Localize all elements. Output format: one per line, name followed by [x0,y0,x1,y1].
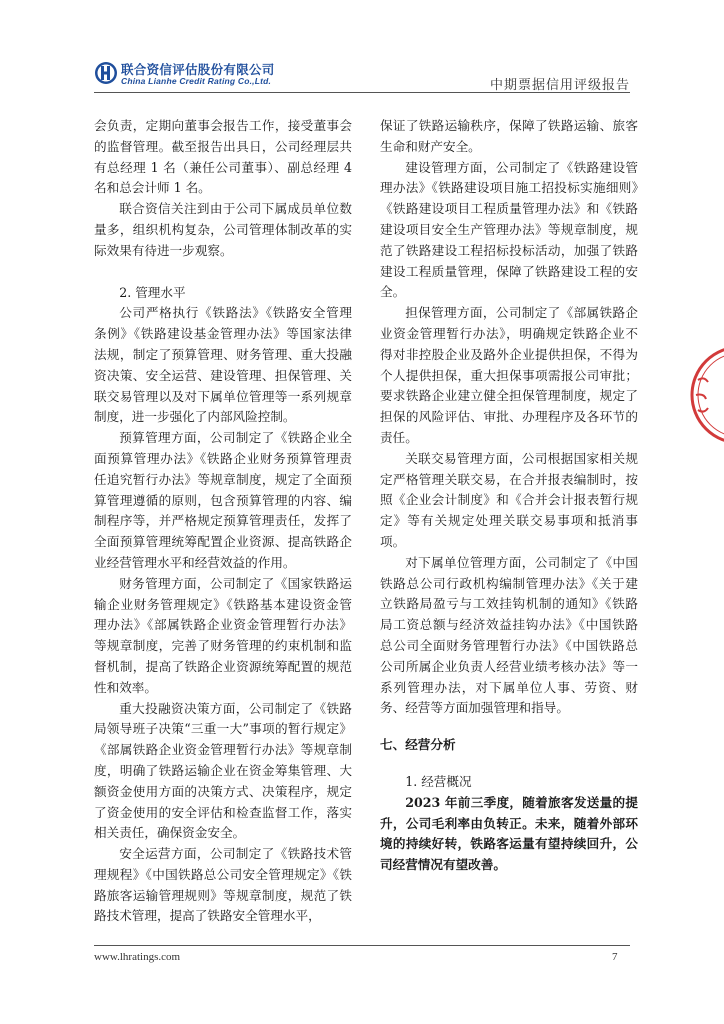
footer-divider [94,945,630,946]
company-logo-icon [94,61,118,85]
spacer [380,719,638,735]
section-heading: 七、经营分析 [380,737,456,753]
body-paragraph: 公司严格执行《铁路法》《铁路安全管理条例》《铁路建设基金管理办法》等国家法律法规，制定了预算管理、财务管理、重大投融资决策、安全运营、建设管理、担保管理、关联交易管理以及对下属单位管理等一系列规章制度，进一步强化了内部风险控制。 [94,305,352,425]
body-paragraph: 建设管理方面，公司制定了《铁路建设管理办法》《铁路建设项目施工招投标实施细则》《铁路建设项目工程质量管理办法》和《铁路建设项目安全生产管理办法》等规章制度，规范了铁路建设工程招标投标活动，加强了铁路建设工程质量管理，保障了铁路建设工程的安全。 [380,159,638,300]
spacer [380,756,638,772]
left-column [94,116,352,927]
body-paragraph: 财务管理方面，公司制定了《国家铁路运输企业财务管理规定》《铁路基本建设资金管理办法》《部属铁路企业资金管理暂行办法》等规章制度，完善了财务管理的约束机制和监督机制，提高了铁路企业资源统筹配置的规范性和效率。 [94,575,352,695]
body-paragraph: 联合资信关注到由于公司下属成员单位数量多，组织机构复杂，公司管理体制改革的实际效果有待进一步观察。 [94,201,352,258]
company-name-cn: 联合资信评估股份有限公司 [121,62,275,77]
right-column [380,116,638,876]
body-paragraph: 担保管理方面，公司制定了《部属铁路企业资金管理暂行办法》，明确规定铁路企业不得对非控股企业及路外企业提供担保，不得为个人提供担保，重大担保事项需报公司审批；要求铁路企业建立健全担保管理制度，规定了担保的风险评估、审批、办理程序及各环节的责任。 [380,305,638,445]
red-seal-stamp-icon [688,340,724,450]
body-paragraph: 关联交易管理方面，公司根据国家相关规定严格管理关联交易，在合并报表编制时，按照《企业会计制度》和《合并会计报表暂行规定》等有关规定处理关联交易事项和抵消事项。 [380,450,638,549]
page-number: 7 [612,951,618,963]
body-paragraph: 会负责，定期向董事会报告工作，接受董事会的监督管理。截至报告出具日，公司经理层共有总经理 1 名（兼任公司董事）、副总经理 4 名和总会计师 1 名。 [94,118,352,196]
company-name-en: China Lianhe Credit Rating Co.,Ltd. [121,76,272,86]
body-paragraph: 保证了铁路运输秩序，保障了铁路运输、旅客生命和财产安全。 [380,118,638,154]
footer-url: www.lhratings.com [94,951,181,963]
body-paragraph: 对下属单位管理方面，公司制定了《中国铁路总公司行政机构编制管理办法》《关于建立铁路局盈亏与工效挂钩机制的通知》《铁路局工资总额与经济效益挂钩办法》《中国铁路总公司全面财务管理暂行办法》《中国铁路总公司所属企业负责人经营业绩考核办法》等一系列管理办法，对下属单位人事、劳资、财务、经营等方面加强管理和指导。 [380,554,638,716]
spacer [94,262,352,283]
subsection-heading: 2. 管理水平 [119,284,186,300]
body-paragraph: 安全运营方面，公司制定了《铁路技术管理规程》《中国铁路总公司安全管理规定》《铁路旅客运输管理规则》等规章制度，规范了铁路技术管理，提高了铁路安全管理水平， [94,846,352,924]
page-header [94,58,630,94]
summary-paragraph: 2023 年前三季度，随着旅客发送量的提升，公司毛利率由负转正。未来，随着外部环境的持续好转，铁路客运量有望持续回升，公司经营情况有望改善。 [380,794,638,873]
subsection-heading: 1. 经营概况 [405,773,472,789]
report-title: 中期票据信用评级报告 [489,78,630,93]
header-divider [94,92,630,93]
body-paragraph: 重大投融资决策方面，公司制定了《铁路局领导班子决策“三重一大”事项的暂行规定》《部属铁路企业资金管理暂行办法》等规章制度，明确了铁路运输企业在资金筹集管理、大额资金使用方面的决策方式、决策程序，规定了资金使用的安全评估和检查监督工作，落实相关责任，确保资金安全。 [94,700,352,841]
body-paragraph: 预算管理方面，公司制定了《铁路企业全面预算管理办法》《铁路企业财务预算管理责任追究暂行办法》等规章制度，规定了全面预算管理遵循的原则，包含预算管理的内容、编制程序等，并严格规定预算管理责任，发挥了全面预算管理统筹配置企业资源、提高铁路企业经营管理水平和经营效益的作用。 [94,430,352,570]
